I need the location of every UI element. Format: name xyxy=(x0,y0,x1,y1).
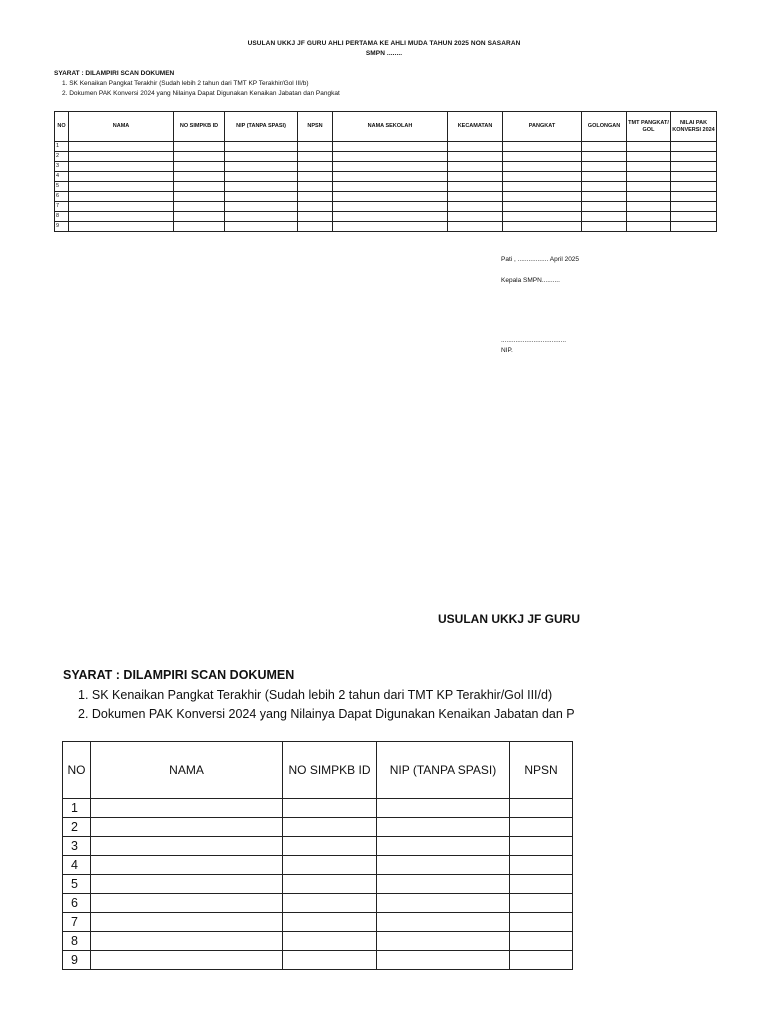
row-number: 2 xyxy=(55,152,69,162)
zoom-table-cell xyxy=(377,913,510,932)
zoom-table-row xyxy=(63,951,573,970)
table-cell xyxy=(174,182,225,192)
table-cell xyxy=(333,222,448,232)
column-header: NIP (TANPA SPASI) xyxy=(225,112,298,142)
table-cell xyxy=(298,202,333,212)
table-row xyxy=(55,152,717,162)
zoom-row-number: 5 xyxy=(63,875,91,894)
table-cell xyxy=(627,182,671,192)
zoom-row-number: 6 xyxy=(63,894,91,913)
table-cell xyxy=(333,182,448,192)
column-header: NAMA SEKOLAH xyxy=(333,112,448,142)
zoom-table-cell xyxy=(91,818,283,837)
table-cell xyxy=(503,212,582,222)
table-cell xyxy=(225,202,298,212)
table-cell xyxy=(298,222,333,232)
table-cell xyxy=(582,212,627,222)
table-row xyxy=(55,202,717,212)
table-cell xyxy=(298,162,333,172)
table-cell xyxy=(448,192,503,202)
row-number: 6 xyxy=(55,192,69,202)
table-cell xyxy=(333,142,448,152)
table-cell xyxy=(174,222,225,232)
zoom-requirement-2-wrap xyxy=(78,707,576,725)
table-cell xyxy=(582,152,627,162)
table-cell xyxy=(671,202,717,212)
zoom-requirement-1-wrap xyxy=(78,688,576,706)
table-cell xyxy=(69,142,174,152)
table-cell xyxy=(627,152,671,162)
table-cell xyxy=(503,172,582,182)
zoom-table-cell xyxy=(91,913,283,932)
table-cell xyxy=(333,192,448,202)
zoom-table-cell xyxy=(283,932,377,951)
table-cell xyxy=(225,222,298,232)
table-cell xyxy=(448,162,503,172)
table-cell xyxy=(448,152,503,162)
row-number: 5 xyxy=(55,182,69,192)
zoom-column-header: NO xyxy=(63,742,91,799)
zoom-table-row xyxy=(63,799,573,818)
zoom-table-cell xyxy=(377,875,510,894)
zoom-table-cell xyxy=(377,837,510,856)
row-number: 3 xyxy=(55,162,69,172)
zoom-table-cell xyxy=(283,837,377,856)
table-cell xyxy=(582,162,627,172)
zoom-table-cell xyxy=(283,856,377,875)
table-cell xyxy=(174,162,225,172)
zoom-table-row xyxy=(63,856,573,875)
table-cell xyxy=(503,162,582,172)
table-cell xyxy=(225,152,298,162)
zoom-row-number: 7 xyxy=(63,913,91,932)
table-cell xyxy=(582,192,627,202)
table-cell xyxy=(671,142,717,152)
column-header: NO SIMPKB ID xyxy=(174,112,225,142)
zoom-table-cell xyxy=(91,932,283,951)
table-cell xyxy=(174,202,225,212)
document-title: USULAN UKKJ JF GURU AHLI PERTAMA KE AHLI MUDA TAHUN 2025 NON SASARAN xyxy=(247,40,521,47)
zoom-column-header: NO SIMPKB ID xyxy=(283,742,377,799)
table-cell xyxy=(174,192,225,202)
zoom-candidate-table xyxy=(62,741,573,970)
zoom-table-row xyxy=(63,837,573,856)
zoom-table-cell xyxy=(510,951,573,970)
table-cell xyxy=(503,142,582,152)
column-header: NO xyxy=(55,112,69,142)
zoom-table-cell xyxy=(377,951,510,970)
table-row xyxy=(55,142,717,152)
zoom-table-cell xyxy=(91,875,283,894)
table-cell xyxy=(503,202,582,212)
column-header: PANGKAT xyxy=(503,112,582,142)
zoom-table-cell xyxy=(510,894,573,913)
zoom-requirement-item-1: 1. SK Kenaikan Pangkat Terakhir (Sudah lebih 2 tahun dari TMT KP Terakhir/Gol III/d) xyxy=(78,688,553,702)
table-cell xyxy=(582,222,627,232)
table-cell xyxy=(627,172,671,182)
zoom-table-cell xyxy=(510,799,573,818)
zoom-table-cell xyxy=(510,932,573,951)
row-number: 4 xyxy=(55,172,69,182)
table-cell xyxy=(333,212,448,222)
zoom-table-cell xyxy=(91,951,283,970)
row-number: 1 xyxy=(55,142,69,152)
column-header: NPSN xyxy=(298,112,333,142)
zoom-row-number: 8 xyxy=(63,932,91,951)
table-cell xyxy=(671,152,717,162)
table-cell xyxy=(671,222,717,232)
table-cell xyxy=(503,152,582,162)
zoom-table-row xyxy=(63,875,573,894)
table-header-row xyxy=(55,112,717,142)
table-cell xyxy=(627,222,671,232)
table-cell xyxy=(69,182,174,192)
table-cell xyxy=(671,172,717,182)
table-row xyxy=(55,192,717,202)
zoom-table-cell xyxy=(510,856,573,875)
table-cell xyxy=(298,172,333,182)
zoom-table-cell xyxy=(510,818,573,837)
table-cell xyxy=(627,162,671,172)
table-cell xyxy=(627,192,671,202)
zoom-table-header-row xyxy=(63,742,573,799)
zoom-table-cell xyxy=(283,894,377,913)
zoom-table-cell xyxy=(510,837,573,856)
table-cell xyxy=(671,192,717,202)
table-cell xyxy=(298,182,333,192)
column-header: NILAI PAK KONVERSI 2024 xyxy=(671,112,717,142)
zoom-table-cell xyxy=(283,951,377,970)
zoom-row-number: 3 xyxy=(63,837,91,856)
table-cell xyxy=(69,222,174,232)
signature-nip: NIP. xyxy=(501,347,513,354)
table-cell xyxy=(333,162,448,172)
table-cell xyxy=(448,172,503,182)
table-cell xyxy=(627,142,671,152)
zoom-table-cell xyxy=(91,837,283,856)
document-subtitle: SMPN ........ xyxy=(365,50,403,57)
zoom-table-cell xyxy=(377,932,510,951)
table-cell xyxy=(225,182,298,192)
row-number: 9 xyxy=(55,222,69,232)
table-cell xyxy=(448,212,503,222)
table-cell xyxy=(225,192,298,202)
table-cell xyxy=(333,152,448,162)
table-row xyxy=(55,212,717,222)
zoom-row-number: 9 xyxy=(63,951,91,970)
table-cell xyxy=(671,212,717,222)
table-cell xyxy=(582,142,627,152)
signature-position: Kepala SMPN.......... xyxy=(501,277,560,284)
table-row xyxy=(55,162,717,172)
zoom-table-cell xyxy=(377,799,510,818)
zoom-table-row xyxy=(63,932,573,951)
zoom-requirements-heading: SYARAT : DILAMPIRI SCAN DOKUMEN xyxy=(63,668,295,682)
table-cell xyxy=(225,212,298,222)
zoom-table-cell xyxy=(283,818,377,837)
table-cell xyxy=(69,152,174,162)
zoom-column-header: NPSN xyxy=(510,742,573,799)
column-header: TMT PANGKAT/ GOL xyxy=(627,112,671,142)
table-cell xyxy=(174,212,225,222)
table-cell xyxy=(69,202,174,212)
requirement-item-1: 1. SK Kenaikan Pangkat Terakhir (Sudah lebih 2 tahun dari TMT KP Terakhir/Gol III/b) xyxy=(62,80,309,87)
zoom-table-cell xyxy=(283,875,377,894)
zoom-row-number: 2 xyxy=(63,818,91,837)
table-cell xyxy=(671,162,717,172)
zoom-table-row xyxy=(63,913,573,932)
column-header: NAMA xyxy=(69,112,174,142)
table-cell xyxy=(503,192,582,202)
zoom-table-cell xyxy=(91,799,283,818)
table-cell xyxy=(225,172,298,182)
table-cell xyxy=(69,192,174,202)
zoom-row-number: 4 xyxy=(63,856,91,875)
table-cell xyxy=(448,202,503,212)
table-row xyxy=(55,182,717,192)
table-cell xyxy=(582,202,627,212)
table-cell xyxy=(448,222,503,232)
table-cell xyxy=(448,142,503,152)
requirements-heading: SYARAT : DILAMPIRI SCAN DOKUMEN xyxy=(54,70,175,77)
table-cell xyxy=(627,202,671,212)
table-cell xyxy=(225,162,298,172)
table-cell xyxy=(298,212,333,222)
table-row xyxy=(55,222,717,232)
table-cell xyxy=(582,172,627,182)
zoom-table-cell xyxy=(91,894,283,913)
table-cell xyxy=(448,182,503,192)
zoom-table-cell xyxy=(91,856,283,875)
zoom-table-cell xyxy=(283,799,377,818)
table-cell xyxy=(69,172,174,182)
table-cell xyxy=(225,142,298,152)
zoom-table-row xyxy=(63,894,573,913)
zoom-table-row xyxy=(63,818,573,837)
zoom-column-header: NAMA xyxy=(91,742,283,799)
signature-name-line: .................................... xyxy=(501,337,567,344)
zoom-table-cell xyxy=(510,913,573,932)
table-cell xyxy=(627,212,671,222)
table-cell xyxy=(671,182,717,192)
signature-place-date: Pati , ................. April 2025 xyxy=(501,256,580,263)
table-cell xyxy=(333,202,448,212)
table-cell xyxy=(333,172,448,182)
table-cell xyxy=(298,152,333,162)
table-cell xyxy=(503,182,582,192)
zoom-table-cell xyxy=(377,894,510,913)
zoom-table-cell xyxy=(377,856,510,875)
table-cell xyxy=(174,142,225,152)
requirement-item-2: 2. Dokumen PAK Konversi 2024 yang Nilainya Dapat Digunakan Kenaikan Jabatan dan Pangkat xyxy=(62,90,340,97)
column-header: KECAMATAN xyxy=(448,112,503,142)
row-number: 7 xyxy=(55,202,69,212)
candidate-table xyxy=(54,111,717,232)
zoom-requirement-item-2: 2. Dokumen PAK Konversi 2024 yang Nilainya Dapat Digunakan Kenaikan Jabatan dan P xyxy=(78,707,575,721)
table-cell xyxy=(503,222,582,232)
table-cell xyxy=(298,142,333,152)
zoom-row-number: 1 xyxy=(63,799,91,818)
table-cell xyxy=(69,162,174,172)
table-cell xyxy=(582,182,627,192)
table-cell xyxy=(298,192,333,202)
zoom-table-cell xyxy=(377,818,510,837)
column-header: GOLONGAN xyxy=(582,112,627,142)
row-number: 8 xyxy=(55,212,69,222)
zoom-column-header: NIP (TANPA SPASI) xyxy=(377,742,510,799)
table-cell xyxy=(174,172,225,182)
zoom-document-title: USULAN UKKJ JF GURU xyxy=(438,612,581,626)
table-cell xyxy=(69,212,174,222)
zoom-table-cell xyxy=(283,913,377,932)
zoom-table-cell xyxy=(510,875,573,894)
table-row xyxy=(55,172,717,182)
table-cell xyxy=(174,152,225,162)
